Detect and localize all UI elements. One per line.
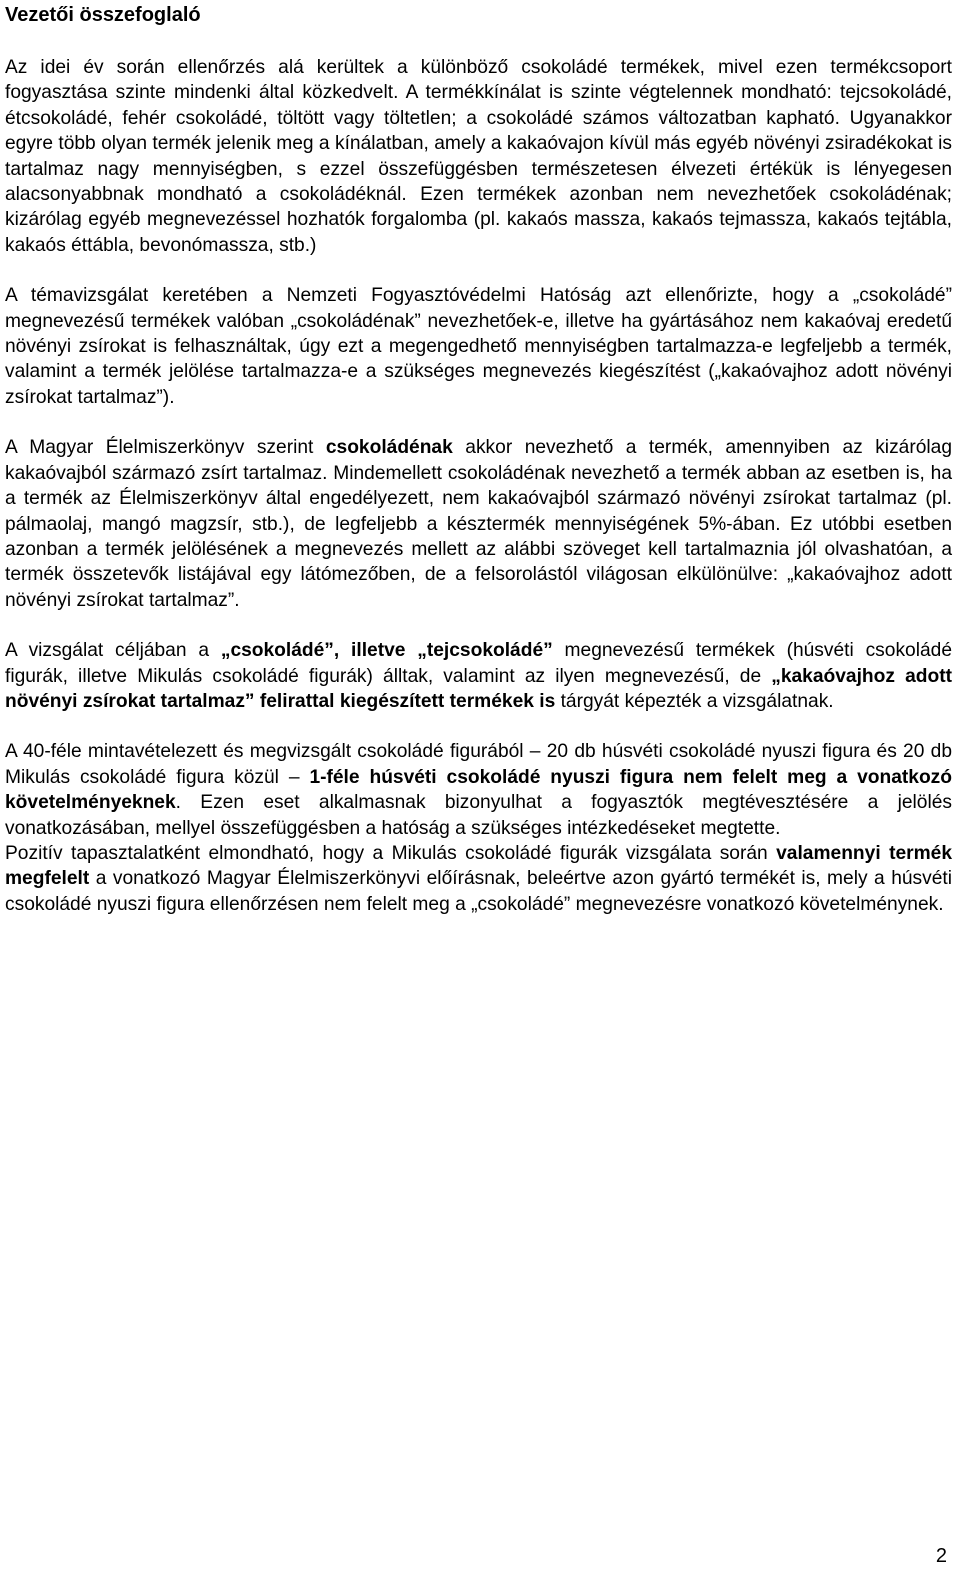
text-span: tárgyát képezték a vizsgálatnak. — [555, 690, 834, 712]
text-span: akkor nevezhető a termék, amennyiben az kizárólag kakaóvajból származó zsírt tartalmaz. Mindemellett csokoládénak nevezhető a termék abban az esetben is, ha a termék az Élelmiszerkönyv által engedélyezett, nem kakaóvajból származó növényi zsírokat tartalmaz (pl. pálmaolaj, mangó magzsír, stb.), de legfeljebb a késztermék mennyiségének 5%-ában. Ez utóbbi esetben azonban a termék jelölésének a megnevezés mellett az alábbi szöveget kell tartalmaznia jól olvashatóan, a termék összetevők listájával egy látómezőben, de a felsorolástól világosan elkülönülve: „kakaóvajhoz adott növényi zsírokat tartalmaz”. — [5, 437, 952, 611]
text-span: Pozitív tapasztalatként elmondható, hogy a Mikulás csokoládé figurák vizsgálata során — [5, 842, 777, 864]
text-span: . Ezen eset alkalmasnak bizonyulhat a fogyasztók megtévesztésére a jelölés vonatkozásában, mellyel összefüggésben a hatóság a szükséges intézkedéseket megtette. — [5, 792, 952, 839]
spacer — [5, 258, 952, 283]
bold-text: csokoládénak — [325, 437, 453, 459]
paragraph-positive-findings — [5, 841, 952, 917]
spacer — [5, 410, 952, 435]
paragraph-inspection-scope: A témavizsgálat keretében a Nemzeti Fogyasztóvédelmi Hatóság azt ellenőrizte, hogy a „csokoládé” megnevezésű termékek valóban „csokoládénak” nevezhetőek-e, illetve ha gyártásához nem kakaóvaj eredetű növényi zsírokat is felhasználtak, úgy ezt a megengedhető mennyiségben tartalmazza-e legfeljebb a termék, valamint a termék jelölése tartalmazza-e a szükséges megnevezés kiegészítést („kakaóvajhoz adott növényi zsírokat tartalmaz”). — [5, 285, 952, 408]
text-span: A vizsgálat céljában a — [5, 640, 221, 662]
text-span: A Magyar Élelmiszerkönyv szerint — [5, 437, 326, 459]
paragraph-intro: Az idei év során ellenőrzés alá kerültek a különböző csokoládé termékek, mivel ezen termékcsoport fogyasztása szinte mindenki által közkedvelt. A termékkínálat is szinte végtelennek mondható: tejcsokoládé, étcsokoládé, fehér csokoládé, töltött vagy töltetlen; a csokoládé számos változatban kapható. Ugyanakkor egyre több olyan termék jelenik meg a kínálatban, amely a kakaóvajon kívül más egyéb növényi zsiradékokat is tartalmaz nagy mennyiségben, s ezzel összefüggésben természetesen élvezeti értékük is lényegesen alacsonyabbnak mondható a csokoládéknál. Ezen termékek azonban nem nevezhetőek csokoládénak; kizárólag egyéb megnevezéssel hozhatók forgalomba (pl. kakaós massza, kakaós tejmassza, kakaós tejtábla, kakaós éttábla, bevonómassza, stb.) — [5, 57, 952, 256]
bold-text: „kakaóvajhoz adott növényi zsírokat tartalmaz” felirattal kiegészített termékek is — [5, 665, 952, 712]
text-span: megnevezésű termékek (húsvéti csokoládé figurák, illetve Mikulás csokoládé figurák) álltak, valamint az ilyen megnevezésű, de — [5, 640, 952, 687]
paragraph-inspection-goal — [5, 638, 952, 714]
paragraph-results — [5, 739, 952, 841]
text-span: a vonatkozó Magyar Élelmiszerkönyvi előírásnak, beleértve azon gyártó termékét is, mely a húsvéti csokoládé nyuszi figura ellenőrzésen nem felelt meg a „csokoládé” megnevezésre vonatkozó követelménynek. — [5, 868, 952, 915]
page-number: 2 — [935, 1545, 947, 1567]
spacer — [5, 29, 952, 55]
spacer — [5, 714, 952, 739]
text-span: A 40-féle mintavételezett és megvizsgált csokoládé figurából – 20 db húsvéti csokoládé nyuszi figura és 20 db Mikulás csokoládé figura közül – — [5, 741, 952, 788]
paragraph-food-codex-definition — [5, 435, 952, 613]
document-body — [5, 0, 952, 917]
bold-text: „csokoládé”, illetve „tejcsokoládé” — [220, 640, 553, 662]
bold-text: 1-féle húsvéti csokoládé nyuszi figura nem felelt meg a vonatkozó követelményeknek — [5, 766, 952, 814]
section-heading: Vezetői összefoglaló — [5, 4, 201, 26]
bold-text: valamennyi termék megfelelt — [5, 842, 952, 890]
spacer — [5, 613, 952, 638]
